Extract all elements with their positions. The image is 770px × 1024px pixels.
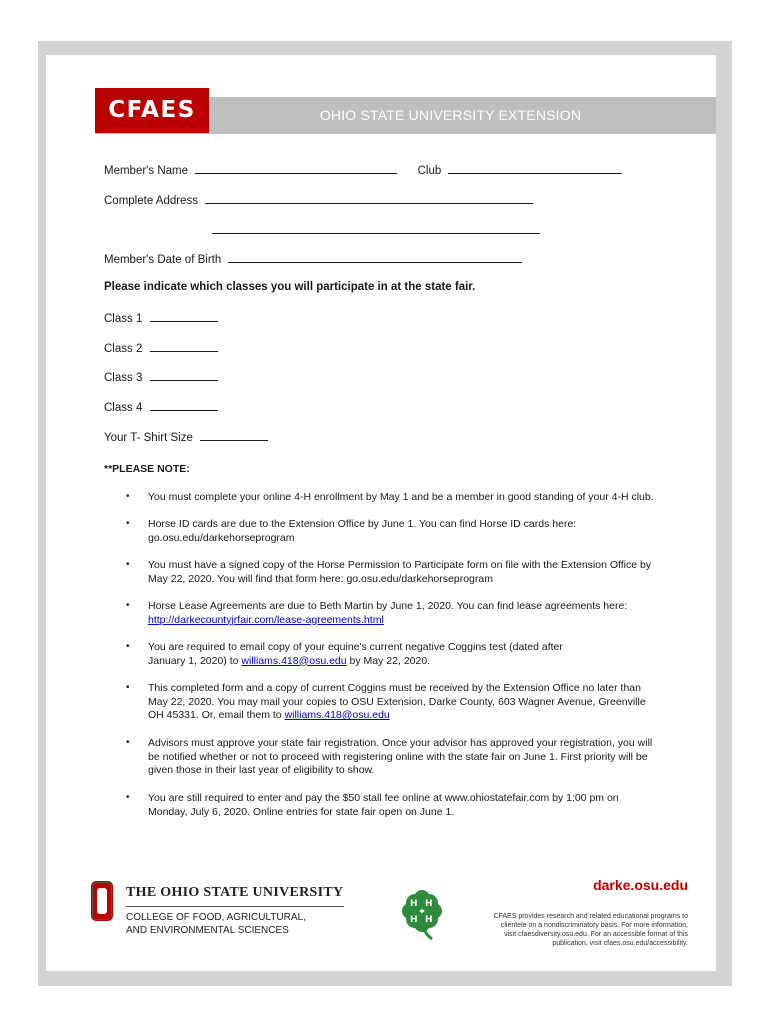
college-line-1: COLLEGE OF FOOD, AGRICULTURAL, <box>126 912 306 923</box>
bullet-icon: • <box>126 559 130 570</box>
bullet-icon: • <box>126 600 130 611</box>
classes-heading: Please indicate which classes you will participate in at the state fair. <box>104 281 476 293</box>
email-link[interactable]: williams.418@osu.edu <box>241 654 347 667</box>
osu-logo-block <box>91 881 351 941</box>
class-2-row <box>104 341 218 355</box>
note-text: Advisors must approve your state fair registration. Once your advisor has approved your registration, you will <box>148 737 653 749</box>
divider <box>126 906 344 907</box>
class-1-label: Class 1 <box>104 313 143 325</box>
members-name-label: Member's Name <box>104 165 188 177</box>
email-link[interactable]: williams.418@osu.edu <box>284 709 390 721</box>
class-1-row <box>104 311 218 325</box>
disclaimer-line: visit cfaesdiversity.osu.edu. For an accessible format of this <box>504 931 688 938</box>
note-text: Horse Lease Agreements are due to Beth Martin by June 1, 2020. You can find lease agreements here: <box>148 600 628 612</box>
class-3-field[interactable] <box>150 370 218 381</box>
bullet-icon: • <box>126 518 130 529</box>
address-field-line2[interactable] <box>212 223 540 234</box>
disclaimer-line: clientele on a nondiscriminatory basis. For more information, <box>500 922 688 929</box>
note-text: by May 22, 2020. <box>346 654 431 667</box>
extension-title: OHIO STATE UNIVERSITY EXTENSION <box>319 107 582 123</box>
class-1-field[interactable] <box>150 311 218 322</box>
address-label: Complete Address <box>104 195 198 207</box>
bullet-icon: • <box>126 792 130 803</box>
note-text: You must have a signed copy of the Horse Permission to Participate form on file with the Extension Office by <box>148 559 652 571</box>
bullet-icon: • <box>126 682 130 693</box>
nondiscrimination-statement <box>473 912 688 948</box>
note-text: You are required to email copy of your equine's current negative Coggins test (dated after <box>148 641 563 653</box>
bullet-icon: • <box>126 641 130 652</box>
class-4-row <box>104 400 218 414</box>
lease-agreements-link[interactable]: http://darkecountyjrfair.com/lease-agreements.html <box>148 613 384 626</box>
club-label: Club <box>417 165 442 177</box>
note-text: Horse ID cards are due to the Extension Office by June 1. You can find Horse ID cards here: <box>148 518 577 530</box>
address-row-2 <box>212 223 540 237</box>
class-4-field[interactable] <box>150 400 218 411</box>
osu-title: THE OHIO STATE UNIVERSITY <box>126 885 344 900</box>
members-name-field[interactable] <box>195 163 397 174</box>
tshirt-label: Your T- Shirt Size <box>104 432 193 444</box>
college-name <box>126 911 306 937</box>
note-text: This completed form and a copy of current Coggins must be received by the Extension Office no later than <box>148 682 641 694</box>
bullet-icon: • <box>126 737 130 748</box>
tshirt-row <box>104 430 268 444</box>
club-field[interactable] <box>448 163 622 174</box>
disclaimer-line: CFAES provides research and related educational programs to <box>493 913 688 920</box>
dob-field[interactable] <box>228 252 522 263</box>
svg-text:H: H <box>425 915 433 925</box>
class-3-row <box>104 370 218 384</box>
members-name-row <box>104 163 622 177</box>
note-text: go.osu.edu/darkehorseprogram <box>148 531 295 544</box>
disclaimer-line: publication, visit cfaes.osu.edu/accessibility. <box>552 940 688 947</box>
note-text: You must complete your online 4-H enrollment by May 1 and be a member in good standing of your 4-H club. <box>148 491 654 503</box>
block-o-icon <box>91 881 113 921</box>
bullet-icon: • <box>126 491 130 502</box>
svg-text:H: H <box>410 915 418 925</box>
note-text: You are still required to enter and pay the $50 stall fee online at www.ohiostatefair.com by 1:00 pm on <box>148 792 619 804</box>
page-frame <box>38 41 732 986</box>
address-field-line1[interactable] <box>205 193 533 204</box>
class-4-label: Class 4 <box>104 402 143 414</box>
note-text: May 22, 2020. You may mail your copies to OSU Extension, Darke County, 603 Wagner Avenue, Greenville <box>148 695 646 708</box>
county-website-link[interactable]: darke.osu.edu <box>593 877 688 893</box>
note-text: May 22, 2020. You will find that form here: go.osu.edu/darkehorseprogram <box>148 572 493 585</box>
tshirt-field[interactable] <box>200 430 268 441</box>
svg-text:H: H <box>410 899 418 909</box>
four-leaf-clover-icon <box>396 889 448 941</box>
svg-text:H: H <box>425 899 433 909</box>
note-text: given those in their last year of eligibility to show. <box>148 764 375 776</box>
class-3-label: Class 3 <box>104 372 143 384</box>
note-text: January 1, 2020) to <box>148 654 242 667</box>
class-2-label: Class 2 <box>104 343 143 355</box>
cfaes-logo: CFAES <box>95 88 209 133</box>
class-2-field[interactable] <box>150 341 218 352</box>
note-text: be notified whether or not to proceed with registering online with the state fair on June 1. First priority will be <box>148 750 648 763</box>
note-text: OH 45331. Or, email them to <box>148 709 285 721</box>
dob-label: Member's Date of Birth <box>104 254 222 266</box>
address-row <box>104 193 533 207</box>
document-page <box>46 55 716 971</box>
note-text: Monday, July 6, 2020. Online entries for state fair open on June 1. <box>148 805 455 818</box>
dob-row <box>104 252 522 266</box>
college-line-2: AND ENVIRONMENTAL SCIENCES <box>126 925 289 936</box>
notes-heading: **PLEASE NOTE: <box>104 463 190 475</box>
